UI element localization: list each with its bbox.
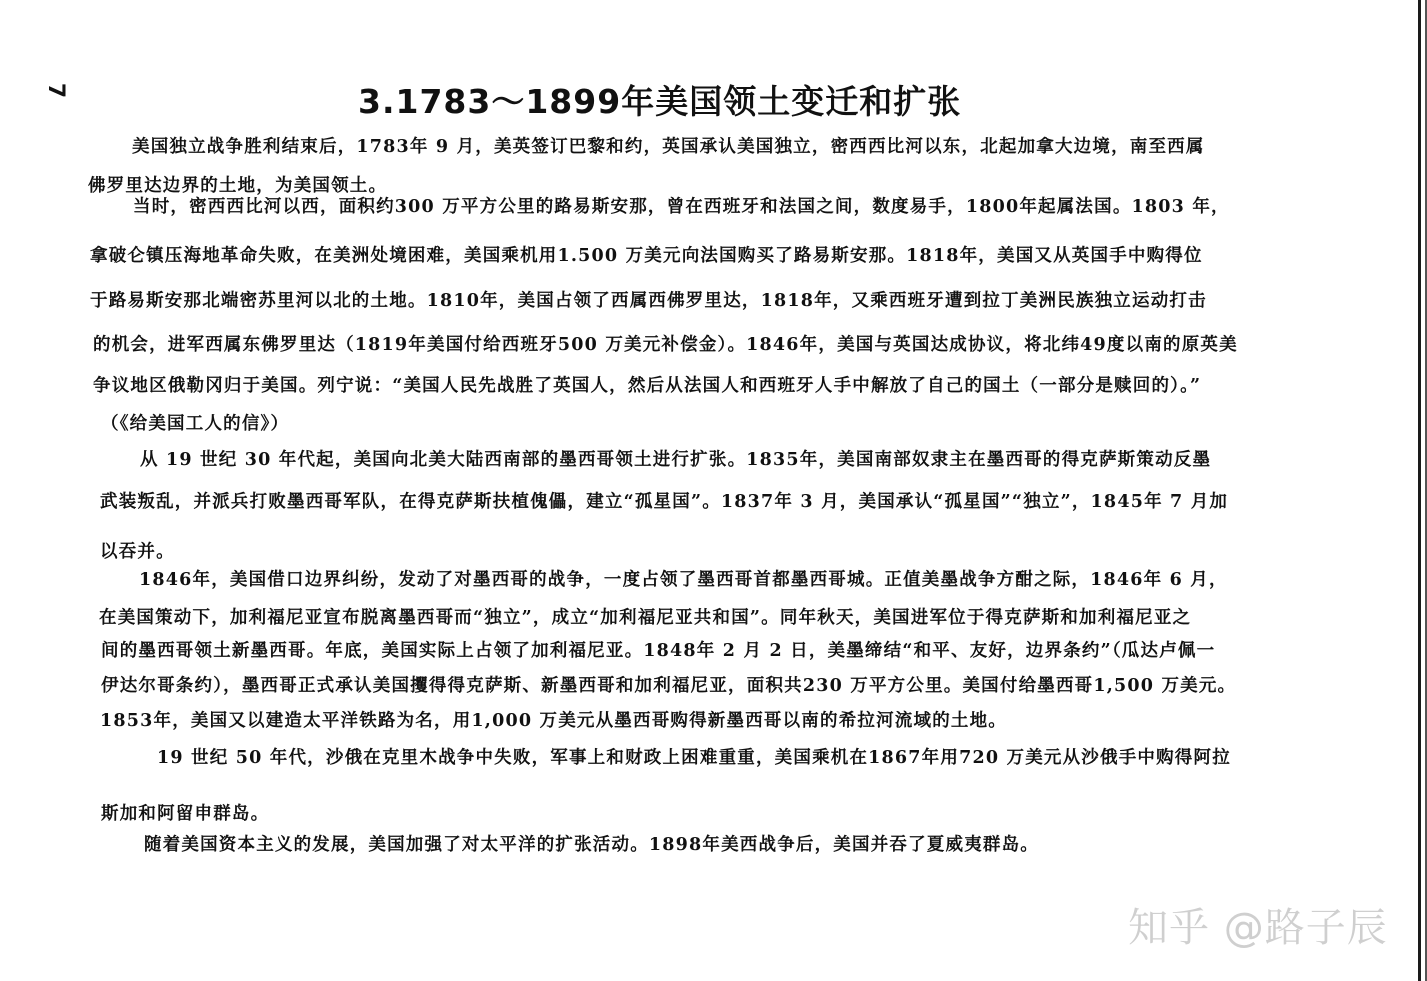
page-edge-border	[1418, 0, 1421, 981]
text-line: 1846年，美国借口边界纠纷，发动了对墨西哥的战争，一度占领了墨西哥首都墨西哥城。正值美墨战争方酣之际，1846年 6 月，	[139, 570, 1228, 590]
text-line: 19 世纪 50 年代，沙俄在克里木战争中失败，军事上和财政上困难重重，美国乘机在1867年用720 万美元从沙俄手中购得阿拉	[157, 748, 1231, 768]
text-line: 伊达尔哥条约），墨西哥正式承认美国攫得得克萨斯、新墨西哥和加利福尼亚，面积共230 万平方公里。美国付给墨西哥1,500 万美元。	[101, 676, 1237, 696]
text-line: 从 19 世纪 30 年代起，美国向北美大陆西南部的墨西哥领土进行扩张。1835年，美国南部奴隶主在墨西哥的得克萨斯策动反墨	[140, 450, 1212, 470]
page-number: 7	[43, 82, 69, 99]
watermark: 知乎 @路子辰	[1128, 905, 1388, 951]
text-line: 佛罗里达边界的土地，为美国领土。	[88, 176, 388, 196]
page-title: 3.1783～1899年美国领土变迁和扩张	[358, 82, 962, 121]
text-line: 拿破仑镇压海地革命失败，在美洲处境困难，美国乘机用1.500 万美元向法国购买了路易斯安那。1818年，美国又从英国手中购得位	[90, 246, 1203, 266]
text-line: 当时，密西西比河以西，面积约300 万平方公里的路易斯安那，曾在西班牙和法国之间，数度易手，1800年起属法国。1803 年，	[133, 197, 1230, 217]
text-line: 于路易斯安那北端密苏里河以北的土地。1810年，美国占领了西属西佛罗里达，1818年，又乘西班牙遭到拉丁美洲民族独立运动打击	[90, 291, 1207, 311]
text-line: 的机会，进军西属东佛罗里达（1819年美国付给西班牙500 万美元补偿金）。1846年，美国与英国达成协议，将北纬49度以南的原英美	[93, 335, 1238, 355]
text-line: 争议地区俄勒冈归于美国。列宁说：“美国人民先战胜了英国人，然后从法国人和西班牙人手中解放了自己的国土（一部分是赎回的）。”	[93, 376, 1202, 396]
text-line: 斯加和阿留申群岛。	[101, 804, 270, 824]
text-line: 1853年，美国又以建造太平洋铁路为名，用1,000 万美元从墨西哥购得新墨西哥以南的希拉河流域的土地。	[100, 711, 1007, 731]
text-line: 在美国策动下，加利福尼亚宣布脱离墨西哥而“独立”，成立“加利福尼亚共和国”。同年秋天，美国进军位于得克萨斯和加利福尼亚之	[99, 608, 1192, 628]
text-line: 武装叛乱，并派兵打败墨西哥军队，在得克萨斯扶植傀儡，建立“孤星国”。1837年 3 月，美国承认“孤星国”“独立”，1845年 7 月加	[100, 492, 1229, 512]
text-line: 间的墨西哥领土新墨西哥。年底，美国实际上占领了加利福尼亚。1848年 2 月 2 日，美墨缔结“和平、友好，边界条约”（瓜达卢佩一	[101, 641, 1216, 661]
text-line: 以吞并。	[100, 542, 175, 562]
text-line: 美国独立战争胜利结束后，1783年 9 月，美英签订巴黎和约，英国承认美国独立，密西西比河以东，北起加拿大边境，南至西属	[132, 137, 1205, 157]
text-line: 随着美国资本主义的发展，美国加强了对太平洋的扩张活动。1898年美西战争后，美国并吞了夏威夷群岛。	[144, 835, 1040, 855]
text-line: （《给美国工人的信》）	[101, 414, 290, 434]
